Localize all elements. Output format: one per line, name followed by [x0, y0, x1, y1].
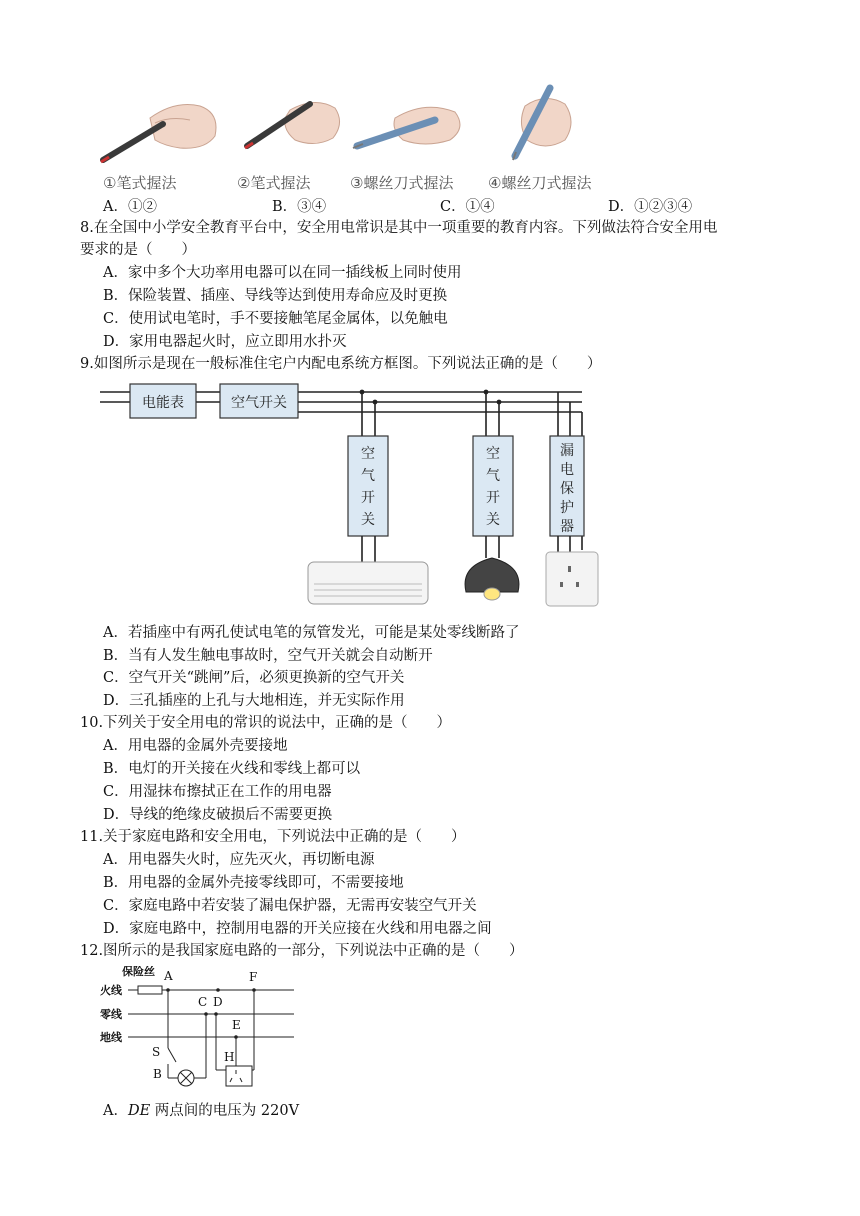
live-wire-label: 火线	[100, 984, 122, 997]
air-conditioner-image	[308, 562, 428, 604]
grip-1-image	[101, 105, 216, 163]
b3-char-3: 保	[560, 481, 574, 497]
q12-stem: 12.图所示的是我国家庭电路的一部分，下列说法中正确的是（ ）	[80, 943, 524, 959]
q8-option-c[interactable]: C．使用试电笔时，手不要接触笔尾金属体，以免触电	[103, 311, 448, 327]
q10-option-c[interactable]: C．用湿抹布擦拭正在工作的用电器	[103, 784, 332, 800]
q10-option-b[interactable]: B．电灯的开关接在火线和零线上都可以	[103, 761, 361, 777]
q9-option-d[interactable]: D．三孔插座的上孔与大地相连，并无实际作用	[103, 693, 405, 709]
q11-option-b[interactable]: B．用电器的金属外壳接零线即可，不需要接地	[103, 875, 404, 891]
grip-caption-3: ③螺丝刀式握法	[350, 174, 454, 192]
household-circuit-diagram	[98, 966, 308, 1094]
grip-caption-1: ①笔式握法	[103, 174, 177, 192]
point-b-label: B	[153, 1067, 162, 1081]
q11-option-a[interactable]: A．用电器失火时，应先灭火，再切断电源	[103, 852, 375, 868]
q9-option-b[interactable]: B．当有人发生触电事故时，空气开关就会自动断开	[103, 648, 433, 664]
neutral-wire-label: 零线	[100, 1008, 122, 1021]
q12-option-a[interactable]: A．DE 两点间的电压为 220V	[103, 1103, 300, 1119]
grip-2-image	[245, 102, 340, 148]
q8-stem-line1: 8.在全国中小学安全教育平台中，安全用电常识是其中一项重要的教育内容。下列做法符合安全用电	[80, 220, 718, 236]
grip-4-image	[513, 88, 571, 160]
q10-stem: 10.下列关于安全用电的常识的说法中，正确的是（ ）	[80, 715, 452, 731]
q10-option-d[interactable]: D．导线的绝缘皮破损后不需要更换	[103, 807, 333, 823]
q9-stem: 9.如图所示是现在一般标准住宅户内配电系统方框图。下列说法正确的是（ ）	[80, 356, 602, 372]
b2-char-3: 开	[486, 490, 500, 506]
q7-option-d[interactable]: D．①②③④	[608, 199, 693, 215]
b3-char-1: 漏	[560, 443, 574, 459]
meter-label: 电能表	[142, 395, 184, 411]
point-f-label: F	[249, 970, 258, 984]
q9-option-c[interactable]: C．空气开关“跳闸”后，必须更换新的空气开关	[103, 670, 405, 686]
b2-char-1: 空	[486, 446, 500, 462]
point-d-label: D	[213, 995, 223, 1009]
b3-char-4: 护	[560, 500, 574, 516]
distribution-diagram	[100, 380, 620, 612]
q11-option-d[interactable]: D．家庭电路中，控制用电器的开关应接在火线和用电器之间	[103, 921, 492, 937]
b2-char-2: 气	[486, 468, 500, 484]
b3-char-2: 电	[560, 462, 574, 478]
q7-option-a[interactable]: A．①②	[103, 199, 157, 215]
q11-option-c[interactable]: C．家庭电路中若安装了漏电保护器，无需再安装空气开关	[103, 898, 477, 914]
b1-char-4: 关	[361, 512, 375, 528]
b1-char-2: 气	[361, 468, 375, 484]
lamp-image	[465, 558, 519, 600]
grip-caption-2: ②笔式握法	[237, 174, 311, 192]
grip-caption-4: ④螺丝刀式握法	[488, 174, 592, 192]
q7-option-b[interactable]: B．③④	[272, 199, 327, 215]
q11-stem: 11.关于家庭电路和安全用电，下列说法中正确的是（ ）	[80, 829, 466, 845]
socket-symbol	[226, 1066, 252, 1086]
switch-s-label: S	[152, 1045, 161, 1059]
pen-grip-figure	[95, 78, 635, 198]
q8-option-a[interactable]: A．家中多个大功率用电器可以在同一插线板上同时使用	[103, 265, 462, 281]
b2-char-4: 关	[486, 512, 500, 528]
q8-option-d[interactable]: D．家用电器起火时，应立即用水扑灭	[103, 334, 347, 350]
q8-option-b[interactable]: B．保险装置、插座、导线等达到使用寿命应及时更换	[103, 288, 448, 304]
q10-option-a[interactable]: A．用电器的金属外壳要接地	[103, 738, 288, 754]
fuse-label: 保险丝	[122, 966, 155, 978]
point-c-label: C	[198, 995, 208, 1009]
fuse-symbol	[138, 986, 162, 994]
q7-option-c[interactable]: C．①④	[440, 199, 495, 215]
q8-stem-line2: 要求的是（ ）	[80, 242, 196, 258]
grip-3-image	[353, 107, 460, 148]
b3-char-5: 器	[560, 519, 574, 535]
q9-option-a[interactable]: A．若插座中有两孔使试电笔的氖管发光，可能是某处零线断路了	[103, 625, 520, 641]
ground-wire-label: 地线	[100, 1031, 122, 1044]
b1-char-1: 空	[361, 446, 375, 462]
switch-s-symbol	[168, 1048, 176, 1062]
b1-char-3: 开	[361, 490, 375, 506]
point-e-label: E	[232, 1018, 241, 1032]
main-switch-label: 空气开关	[231, 395, 287, 411]
point-a-label: A	[164, 969, 173, 983]
wall-socket-image	[546, 552, 598, 606]
point-h-label: H	[224, 1050, 235, 1064]
